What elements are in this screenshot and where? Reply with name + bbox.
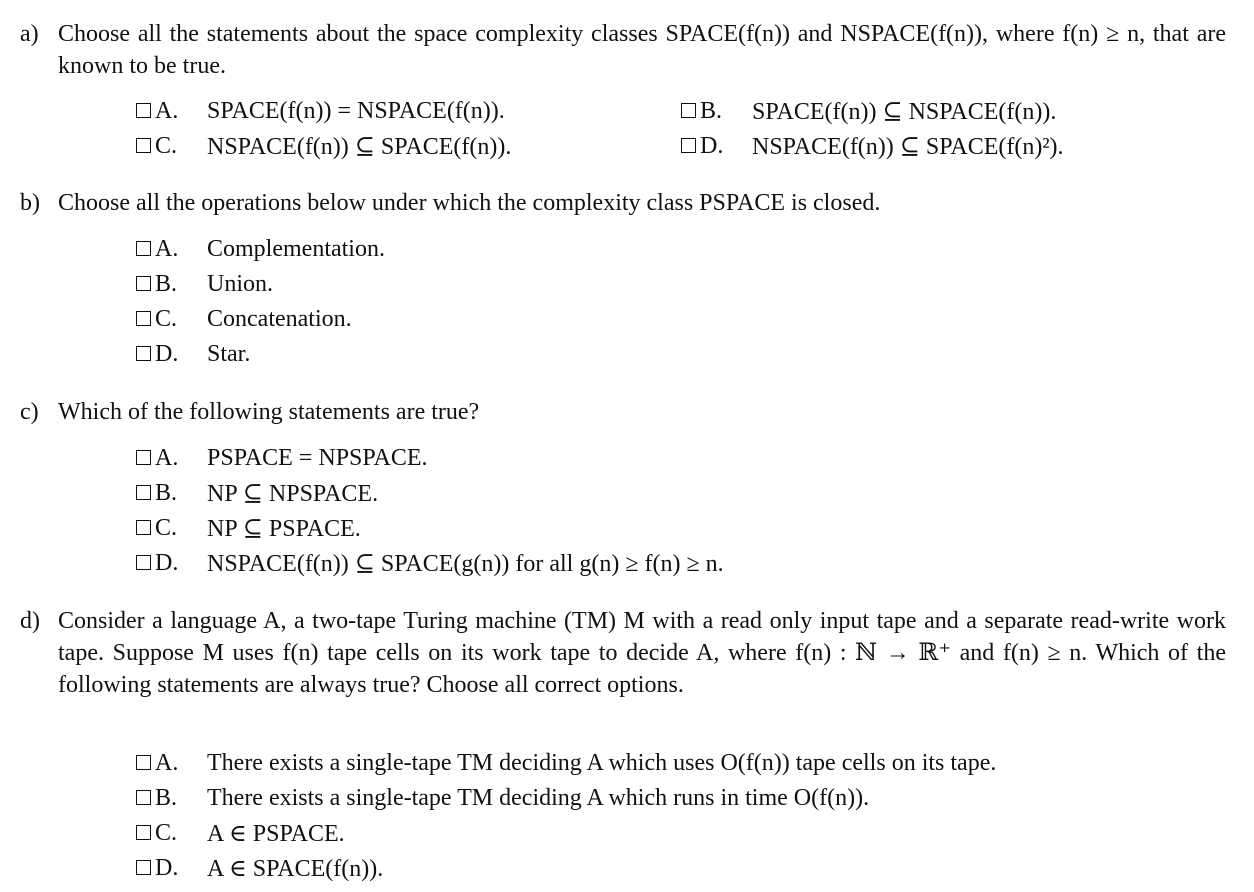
option-c-A[interactable]: [136, 442, 724, 474]
option-a-D[interactable]: [681, 130, 1226, 162]
option-text: Concatenation.: [207, 305, 352, 332]
option-text: SPACE(f(n)) ⊆ NSPACE(f(n)).: [752, 98, 1057, 125]
checkbox-icon[interactable]: [681, 103, 696, 118]
option-a-B[interactable]: [681, 95, 1226, 127]
option-letter: C.: [155, 132, 178, 159]
question-d: [20, 605, 1226, 701]
option-letter: C.: [155, 305, 178, 332]
option-letter: B.: [700, 97, 723, 124]
option-b-A[interactable]: [136, 233, 385, 265]
checkbox-icon[interactable]: [136, 790, 151, 805]
option-b-B[interactable]: [136, 268, 385, 300]
option-letter: A.: [155, 235, 179, 262]
option-text: There exists a single-tape TM deciding A which runs in time O(f(n)).: [207, 784, 870, 811]
option-letter: D.: [155, 854, 179, 881]
option-text: Star.: [207, 340, 251, 367]
option-letter: B.: [155, 270, 178, 297]
option-d-D[interactable]: [136, 852, 996, 884]
option-letter: C.: [155, 819, 178, 846]
question-c-text: Which of the following statements are true?: [58, 399, 480, 425]
option-text: A ∈ PSPACE.: [207, 820, 345, 847]
option-b-D[interactable]: [136, 338, 385, 370]
checkbox-icon[interactable]: [136, 346, 151, 361]
option-b-C[interactable]: [136, 303, 385, 335]
option-d-A[interactable]: [136, 747, 996, 779]
option-letter: A.: [155, 97, 179, 124]
option-d-C[interactable]: [136, 817, 996, 849]
option-text: PSPACE = NPSPACE.: [207, 444, 428, 471]
option-c-B[interactable]: [136, 477, 724, 509]
option-c-C[interactable]: [136, 512, 724, 544]
checkbox-icon[interactable]: [136, 450, 151, 465]
option-d-B[interactable]: [136, 782, 996, 814]
option-letter: D.: [700, 132, 724, 159]
checkbox-icon[interactable]: [136, 755, 151, 770]
option-c-D[interactable]: [136, 547, 724, 579]
question-a: [20, 18, 1226, 82]
checkbox-icon[interactable]: [136, 860, 151, 875]
option-letter: D.: [155, 549, 179, 576]
question-b-label: b): [20, 190, 40, 216]
option-a-C[interactable]: [136, 130, 681, 162]
question-a-text: Choose all the statements about the space complexity classes SPACE(f(n)) and NSPACE(f(n)), where f(n) ≥ n, that are known to be true.: [58, 21, 1226, 79]
checkbox-icon[interactable]: [136, 138, 151, 153]
checkbox-icon[interactable]: [136, 825, 151, 840]
option-text: NP ⊆ PSPACE.: [207, 515, 361, 542]
option-text: NSPACE(f(n)) ⊆ SPACE(f(n)²).: [752, 133, 1064, 160]
question-a-options: [136, 95, 1226, 162]
checkbox-icon[interactable]: [136, 485, 151, 500]
option-text: SPACE(f(n)) = NSPACE(f(n)).: [207, 97, 505, 124]
checkbox-icon[interactable]: [136, 520, 151, 535]
question-d-label: d): [20, 608, 40, 634]
option-letter: B.: [155, 479, 178, 506]
checkbox-icon[interactable]: [136, 311, 151, 326]
option-text: Complementation.: [207, 235, 385, 262]
checkbox-icon[interactable]: [681, 138, 696, 153]
option-letter: B.: [155, 784, 178, 811]
question-b-text: Choose all the operations below under which the complexity class PSPACE is closed.: [58, 190, 881, 216]
option-text: There exists a single-tape TM deciding A which uses O(f(n)) tape cells on its tape.: [207, 749, 997, 776]
checkbox-icon[interactable]: [136, 241, 151, 256]
question-d-options: [136, 747, 996, 884]
option-letter: C.: [155, 514, 178, 541]
option-letter: A.: [155, 749, 179, 776]
option-letter: A.: [155, 444, 179, 471]
option-text: NSPACE(f(n)) ⊆ SPACE(g(n)) for all g(n) ≥ f(n) ≥ n.: [207, 550, 724, 577]
question-c-options: [136, 442, 724, 579]
question-b: [20, 187, 1226, 219]
option-letter: D.: [155, 340, 179, 367]
question-d-text: Consider a language A, a two-tape Turing machine (TM) M with a read only input tape and a separate read-write work tape. Suppose M uses f(n) tape cells on its work tape to decide A, where f(n) : ℕ → ℝ⁺ and f(n) ≥ n. Which of the following statements are always true? Choose all correct options.: [58, 608, 1226, 698]
checkbox-icon[interactable]: [136, 276, 151, 291]
question-a-label: a): [20, 21, 39, 47]
option-text: A ∈ SPACE(f(n)).: [207, 855, 384, 882]
checkbox-icon[interactable]: [136, 555, 151, 570]
option-text: NSPACE(f(n)) ⊆ SPACE(f(n)).: [207, 133, 512, 160]
question-b-options: [136, 233, 385, 370]
question-c-label: c): [20, 399, 39, 425]
option-a-A[interactable]: [136, 95, 681, 127]
checkbox-icon[interactable]: [136, 103, 151, 118]
option-text: NP ⊆ NPSPACE.: [207, 480, 379, 507]
question-c: [20, 396, 1226, 428]
option-text: Union.: [207, 270, 273, 297]
